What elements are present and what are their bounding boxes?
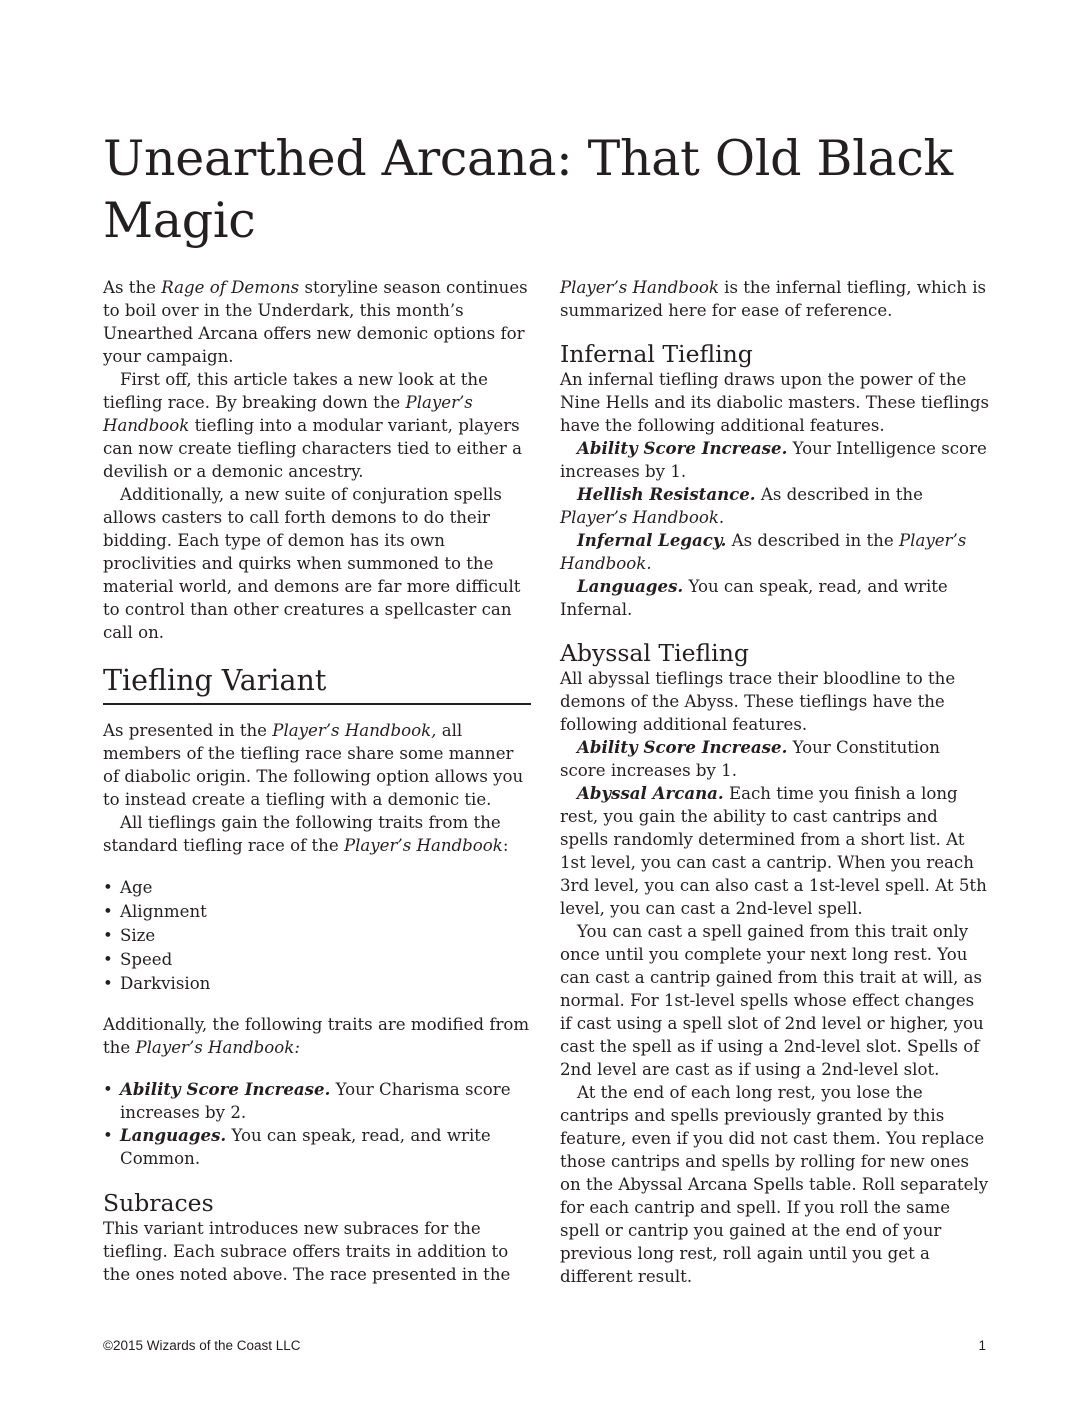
subraces-paragraph-continued: Player’s Handbook is the infernal tiefling, which is summarized here for ease of reference. — [560, 278, 987, 320]
intro-paragraph-1: As the Rage of Demons storyline season continues to boil over in the Underdark, this month’s Unearthed Arcana offers new demonic options for your campaign. — [103, 278, 528, 366]
list-item: • Speed — [103, 950, 173, 969]
abyssal-tiefling-heading: Abyssal Tiefling — [560, 639, 749, 667]
abyssal-paragraph-2: You can cast a spell gained from this trait only once until you complete your next long rest. You can cast a cantrip gained from this trait at will, as normal. For 1st-level spells whose effect changes if cast using a spell slot of 2nd level or higher, you cast the spell as if using a 2nd-level slot. Spells of 2nd level are cast as if using a 2nd-level slot. — [560, 922, 984, 1079]
intro-paragraph-2: First off, this article takes a new look at the tiefling race. By breaking down the Player’s Handbook tiefling into a modular variant, players can now create tiefling characters tied to either a devilish or a demonic ancestry. — [103, 370, 522, 481]
list-item: • Age — [103, 878, 153, 897]
abyssal-paragraph: All abyssal tieflings trace their bloodline to the demons of the Abyss. These tieflings have the following additional features. — [560, 669, 956, 734]
modified-traits-list — [103, 1078, 531, 1170]
abyssal-ability-score: Ability Score Increase. Your Constitution score increases by 1. — [560, 737, 940, 780]
infernal-paragraph: An infernal tiefling draws upon the power of the Nine Hells and its diabolic masters. These tieflings have the following additional features. — [560, 370, 989, 435]
page-number: 1 — [978, 1338, 986, 1353]
tiefling-variant-heading: Tiefling Variant — [103, 664, 531, 705]
subraces-paragraph: This variant introduces new subraces for the tiefling. Each subrace offers traits in addition to the ones noted above. The race presented in the — [103, 1219, 511, 1284]
infernal-hellish-resistance: Hellish Resistance. As described in the Player’s Handbook. — [560, 484, 923, 527]
abyssal-arcana: Abyssal Arcana. Each time you finish a long rest, you gain the ability to cast cantrips and spells randomly determined from a short list. At 1st level, you can cast a cantrip. When you reach 3rd level, you can also cast a 1st-level spell. At 5th level, you can cast a 2nd-level spell. — [560, 783, 987, 918]
list-item: • Alignment — [103, 902, 207, 921]
variant-paragraph-2: All tieflings gain the following traits from the standard tiefling race of the Player’s Handbook: — [103, 813, 509, 855]
left-column — [103, 276, 531, 1286]
copyright-footer: ©2015 Wizards of the Coast LLC — [103, 1338, 301, 1353]
list-item: • Languages. You can speak, read, and write Common. — [103, 1125, 491, 1168]
abyssal-paragraph-3: At the end of each long rest, you lose the cantrips and spells previously granted by this feature, even if you did not cast them. You replace those cantrips and spells by rolling for new ones on the Abyssal Arcana Spells table. Roll separately for each cantrip and spell. If you roll the same spell or cantrip you gained at the end of your previous long rest, roll again until you get a different result. — [560, 1083, 989, 1286]
variant-paragraph-3: Additionally, the following traits are modified from the Player’s Handbook: — [103, 1015, 530, 1057]
variant-paragraph-1: As presented in the Player’s Handbook, all members of the tiefling race share some manner of diabolic origin. The following option allows you to instead create a tiefling with a demonic tie. — [103, 721, 524, 809]
list-item: • Size — [103, 926, 156, 945]
intro-paragraph-3: Additionally, a new suite of conjuration spells allows casters to call forth demons to do their bidding. Each type of demon has its own proclivities and quirks when summoned to the material world, and demons are far more difficult to control than other creatures a spellcaster can call on. — [103, 485, 521, 642]
list-item: • Darkvision — [103, 974, 211, 993]
page-title: Unearthed Arcana: That Old Black Magic — [103, 130, 953, 249]
list-item: • Ability Score Increase. Your Charisma score increases by 2. — [103, 1079, 511, 1122]
infernal-ability-score: Ability Score Increase. Your Intelligence score increases by 1. — [560, 438, 987, 481]
subraces-heading: Subraces — [103, 1189, 214, 1217]
right-column — [560, 276, 990, 1288]
shared-traits-list — [103, 876, 531, 995]
infernal-tiefling-heading: Infernal Tiefling — [560, 340, 753, 368]
infernal-languages: Languages. You can speak, read, and write Infernal. — [560, 576, 948, 619]
infernal-legacy: Infernal Legacy. As described in the Player’s Handbook. — [560, 530, 967, 573]
